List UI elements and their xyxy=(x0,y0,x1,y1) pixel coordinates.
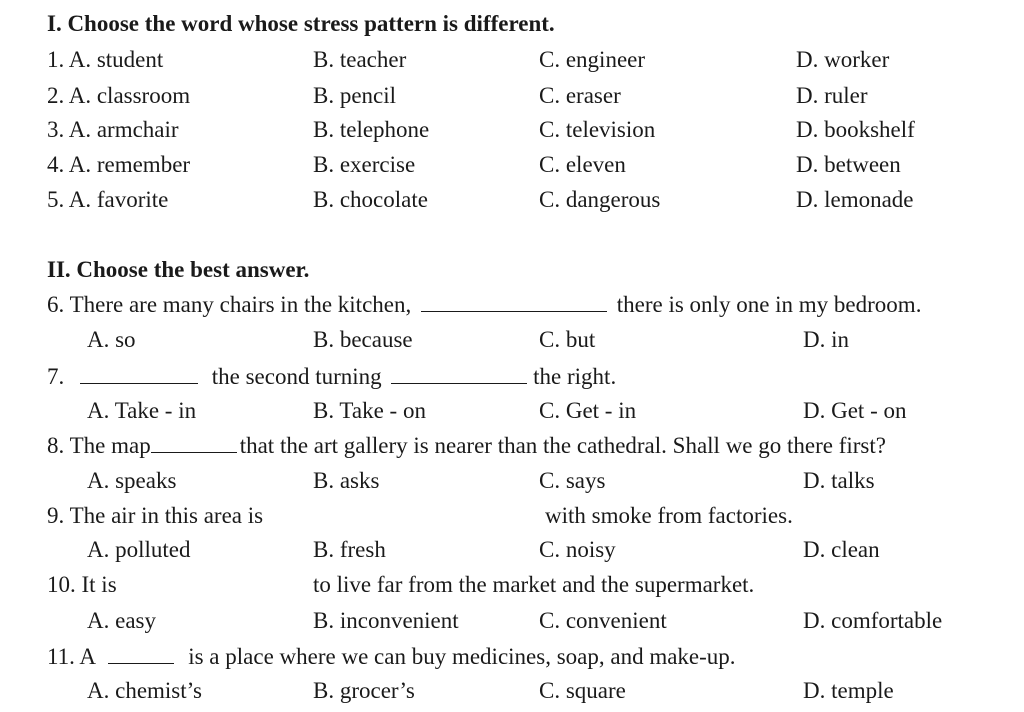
q11-stem xyxy=(47,641,736,673)
q1-option-b: B. teacher xyxy=(313,47,407,72)
q8-option-b: B. asks xyxy=(313,468,380,493)
q10-text-start: 10. It is xyxy=(47,572,117,597)
q10-option-a: A. easy xyxy=(87,608,156,633)
q8-option-c: C. says xyxy=(539,468,606,493)
q2-option-a: 2. A. classroom xyxy=(47,83,191,108)
q6-option-d: D. in xyxy=(803,327,849,352)
q6-text-start: 6. There are many chairs in the kitchen, xyxy=(47,292,412,317)
q9-option-a: A. polluted xyxy=(87,537,191,562)
q6-option-b: B. because xyxy=(313,327,413,352)
q10-stem xyxy=(0,569,1024,601)
q7-option-d: D. Get - on xyxy=(803,398,907,423)
q8-stem xyxy=(47,430,886,462)
q2-option-c: C. eraser xyxy=(539,83,621,108)
q7-blank-2 xyxy=(391,363,527,384)
q9-text-start: 9. The air in this area is xyxy=(47,503,264,528)
q11-option-d: D. temple xyxy=(803,678,894,703)
q1-option-d: D. worker xyxy=(796,47,890,72)
q4-option-d: D. between xyxy=(796,152,901,177)
q8-text-end: that the art gallery is nearer than the cathedral. Shall we go there first? xyxy=(239,433,886,458)
q5-option-a: 5. A. favorite xyxy=(47,187,169,212)
q8-option-a: A. speaks xyxy=(87,468,177,493)
q6-blank xyxy=(421,291,607,312)
q3-option-b: B. telephone xyxy=(313,117,430,142)
q3-option-d: D. bookshelf xyxy=(796,117,915,142)
q7-number: 7. xyxy=(47,364,65,389)
q3-option-c: C. television xyxy=(539,117,656,142)
q7-option-c: C. Get - in xyxy=(539,398,637,423)
q5-option-b: B. chocolate xyxy=(313,187,428,212)
q1-option-c: C. engineer xyxy=(539,47,646,72)
q11-option-c: C. square xyxy=(539,678,626,703)
q6-text-end: there is only one in my bedroom. xyxy=(616,292,922,317)
q5-option-d: D. lemonade xyxy=(796,187,914,212)
section2-heading: II. Choose the best answer. xyxy=(47,257,310,282)
q3-option-a: 3. A. armchair xyxy=(47,117,179,142)
q11-text-end: is a place where we can buy medicines, soap, and make-up. xyxy=(188,644,736,669)
q2-option-b: B. pencil xyxy=(313,83,397,108)
section1-heading: I. Choose the word whose stress pattern is different. xyxy=(47,11,555,36)
q7-blank-1 xyxy=(80,363,198,384)
q5-option-c: C. dangerous xyxy=(539,187,661,212)
q1-option-a: 1. A. student xyxy=(47,47,164,72)
q7-text-middle: the second turning xyxy=(211,364,382,389)
q9-option-d: D. clean xyxy=(803,537,880,562)
q11-text-start: 11. A xyxy=(47,644,95,669)
q9-option-b: B. fresh xyxy=(313,537,386,562)
q9-text-end: with smoke from factories. xyxy=(545,503,793,528)
q6-option-c: C. but xyxy=(539,327,596,352)
q4-option-b: B. exercise xyxy=(313,152,416,177)
q10-option-c: C. convenient xyxy=(539,608,667,633)
q11-option-a: A. chemist’s xyxy=(87,678,202,703)
q9-option-c: C. noisy xyxy=(539,537,616,562)
q6-option-a: A. so xyxy=(87,327,136,352)
q9-stem xyxy=(0,500,1024,532)
q8-text-start: 8. The map xyxy=(47,433,151,458)
q4-option-c: C. eleven xyxy=(539,152,626,177)
q8-blank xyxy=(151,432,237,453)
q6-stem xyxy=(47,289,921,321)
q11-option-b: B. grocer’s xyxy=(313,678,415,703)
q7-option-b: B. Take - on xyxy=(313,398,426,423)
q8-option-d: D. talks xyxy=(803,468,875,493)
q11-blank xyxy=(108,643,174,664)
q2-option-d: D. ruler xyxy=(796,83,868,108)
q10-option-d: D. comfortable xyxy=(803,608,943,633)
q10-text-end: to live far from the market and the supermarket. xyxy=(313,572,755,597)
q7-stem xyxy=(47,361,616,393)
q7-option-a: A. Take - in xyxy=(87,398,197,423)
q4-option-a: 4. A. remember xyxy=(47,152,191,177)
q7-text-end: the right. xyxy=(533,364,617,389)
q10-option-b: B. inconvenient xyxy=(313,608,459,633)
